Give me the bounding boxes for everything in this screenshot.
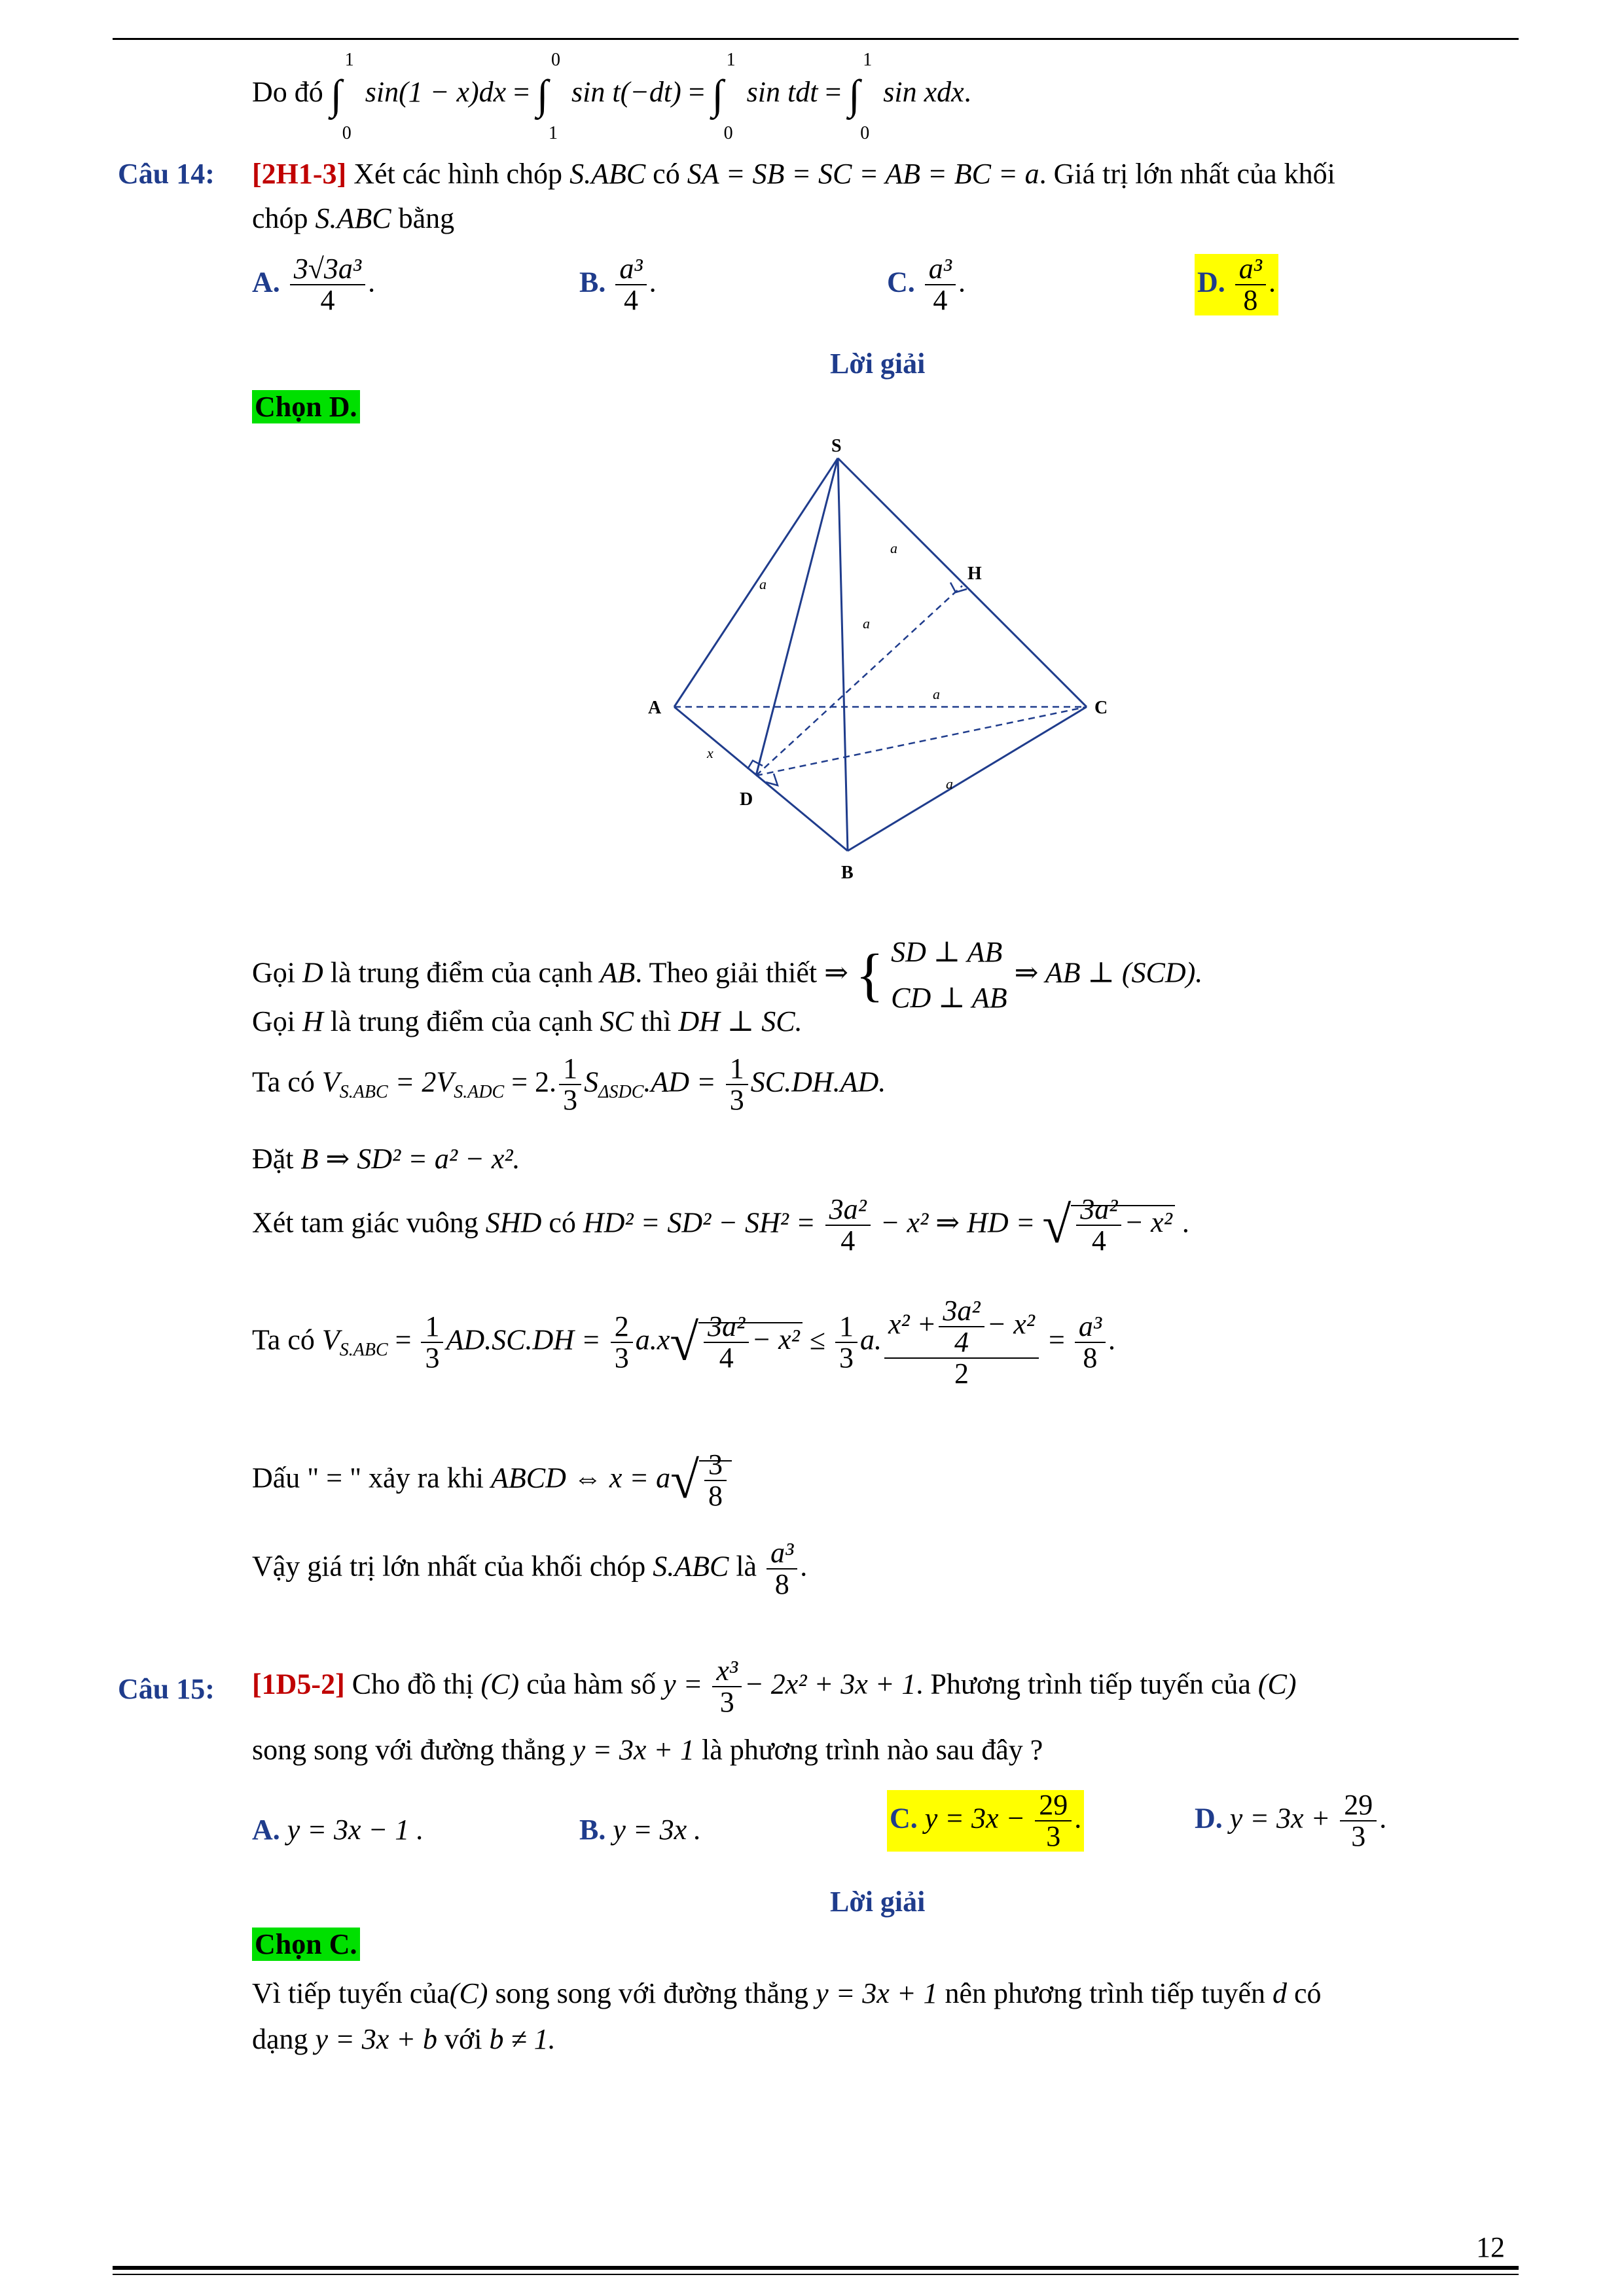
q15-option-a[interactable]: A. y = 3x − 1 . — [252, 1814, 424, 1846]
q14-sol-line6: Ta có $V_{S.ABC}$ = $\frac{1}{3}$ AD.SC.DH = $\frac{2}{3}$ a.x√ $\frac{\text{3a²}}{4}$ − x² ≤ $\frac{1}{3}$ a. x² + $\frac{\text{3a²}}{4}$ − x² 2 = $\frac{\text{a³}}{8}$ . — [252, 1295, 1116, 1390]
edge-label-bc: a — [946, 776, 953, 792]
q15-line1 — [118, 1672, 215, 1706]
top-rule — [113, 38, 1519, 40]
edge-label-sb: a — [863, 615, 870, 632]
q14-stem-2: chóp S.ABC bằng — [252, 202, 455, 234]
vertex-h: H — [967, 564, 982, 584]
q14-sol-line5: Xét tam giác vuông SHD có HD² = SD² − SH² = $\frac{\text{3a²}}{4}$ − x² ⇒ HD = √ $\frac{\text{3a²}}{4}$ − x² . — [252, 1193, 1189, 1257]
q15-sol-line1: Vì tiếp tuyến của(C) song song với đường thẳng y = 3x + 1 nên phương trình tiếp tuyến d có — [252, 1977, 1322, 2009]
q15-code: [1D5-2] — [252, 1668, 345, 1700]
q14-sol-line1: Gọi D là trung điểm của cạnh AB. Theo giải thiết ⇒ { SD ⊥ AB CD ⊥ AB ⇒ AB ⊥ (SCD). — [252, 936, 1203, 1014]
q15-stem: [1D5-2] Cho đồ thị (C) của hàm số y = $\frac{\text{x³}}{3}$ − 2x² + 3x + 1. Phương trình tiếp tuyến của (C) — [252, 1655, 1297, 1719]
q14-code: [2H1-3] — [252, 158, 347, 190]
q14-sol-line3: Ta có $V_{S.ABC} = 2V_{S.ADC} = 2$. $\frac{1}{3}$ $S_{\Delta SDC}.AD$ = $\frac{1}{3}$ SC.DH.AD. — [252, 1052, 886, 1117]
vertex-s: S — [831, 439, 842, 456]
q15-option-b[interactable]: B. y = 3x . — [579, 1814, 702, 1846]
q15-choice: Chọn C. — [252, 1928, 360, 1961]
vertex-b: B — [841, 863, 854, 883]
integral-line: Do đó ∫ 1 0 sin(1 − x)dx = ∫ 0 1 sin t(−dt) = ∫ 1 0 sin tdt = ∫ 1 0 sin xdx. — [252, 50, 971, 143]
q15-label: Câu 15: — [118, 1673, 215, 1705]
q14-sol-line2: Gọi H là trung điểm của cạnh SC thì DH ⊥ SC. — [252, 1005, 803, 1037]
q14-option-b[interactable]: B. $\frac{\text{a³}}{4}$ . — [579, 253, 657, 317]
q14-option-a[interactable]: A. $\frac{\text{3√3a³}}{4}$ . — [252, 253, 376, 317]
q14-option-c[interactable]: C. $\frac{\text{a³}}{4}$ . — [887, 253, 965, 317]
q15-solution-title: Lời giải — [830, 1886, 926, 1918]
edge-label-sa: a — [759, 576, 767, 592]
edge-label-x: x — [707, 745, 713, 761]
bottom-rule-thin — [113, 2274, 1519, 2275]
q15-sol-line2: dạng y = 3x + b với b ≠ 1. — [252, 2023, 556, 2055]
q14-sol-line7: Dấu " = " xảy ra khi ABCD ⇔ x = a√ $\frac{3}{8}$ — [252, 1450, 732, 1511]
q14-choice: Chọn D. — [252, 390, 360, 423]
q15-option-c[interactable]: C. y = 3x − $\frac{29}{3}$ . — [887, 1790, 1084, 1852]
pyramid-figure — [628, 439, 1139, 897]
edge-label-sc: a — [890, 540, 897, 556]
q14-line1 — [118, 157, 215, 190]
q14-stem: [2H1-3] Xét các hình chóp S.ABC có SA = SB = SC = AB = BC = a. Giá trị lớn nhất của khối — [252, 158, 1335, 190]
vertex-c: C — [1094, 698, 1108, 718]
q14-sol-line4: Đặt B ⇒ SD² = a² − x². — [252, 1143, 520, 1175]
vertex-d: D — [740, 789, 753, 810]
edge-label-ac: a — [933, 686, 940, 702]
bottom-rule-thick — [113, 2266, 1519, 2270]
q14-solution-title: Lời giải — [830, 348, 926, 380]
q15-stem-2: song song với đường thẳng y = 3x + 1 là phương trình nào sau đây ? — [252, 1734, 1043, 1766]
page-number: 12 — [1476, 2231, 1505, 2263]
q14-label: Câu 14: — [118, 158, 215, 190]
q15-option-d[interactable]: D. y = 3x + $\frac{29}{3}$ . — [1195, 1789, 1387, 1853]
vertex-a: A — [648, 698, 662, 718]
q14-sol-line8: Vậy giá trị lớn nhất của khối chóp S.ABC là $\frac{\text{a³}}{8}$ . — [252, 1537, 808, 1601]
q14-option-d[interactable]: D. $\frac{\text{a³}}{8}$ . — [1195, 254, 1278, 315]
